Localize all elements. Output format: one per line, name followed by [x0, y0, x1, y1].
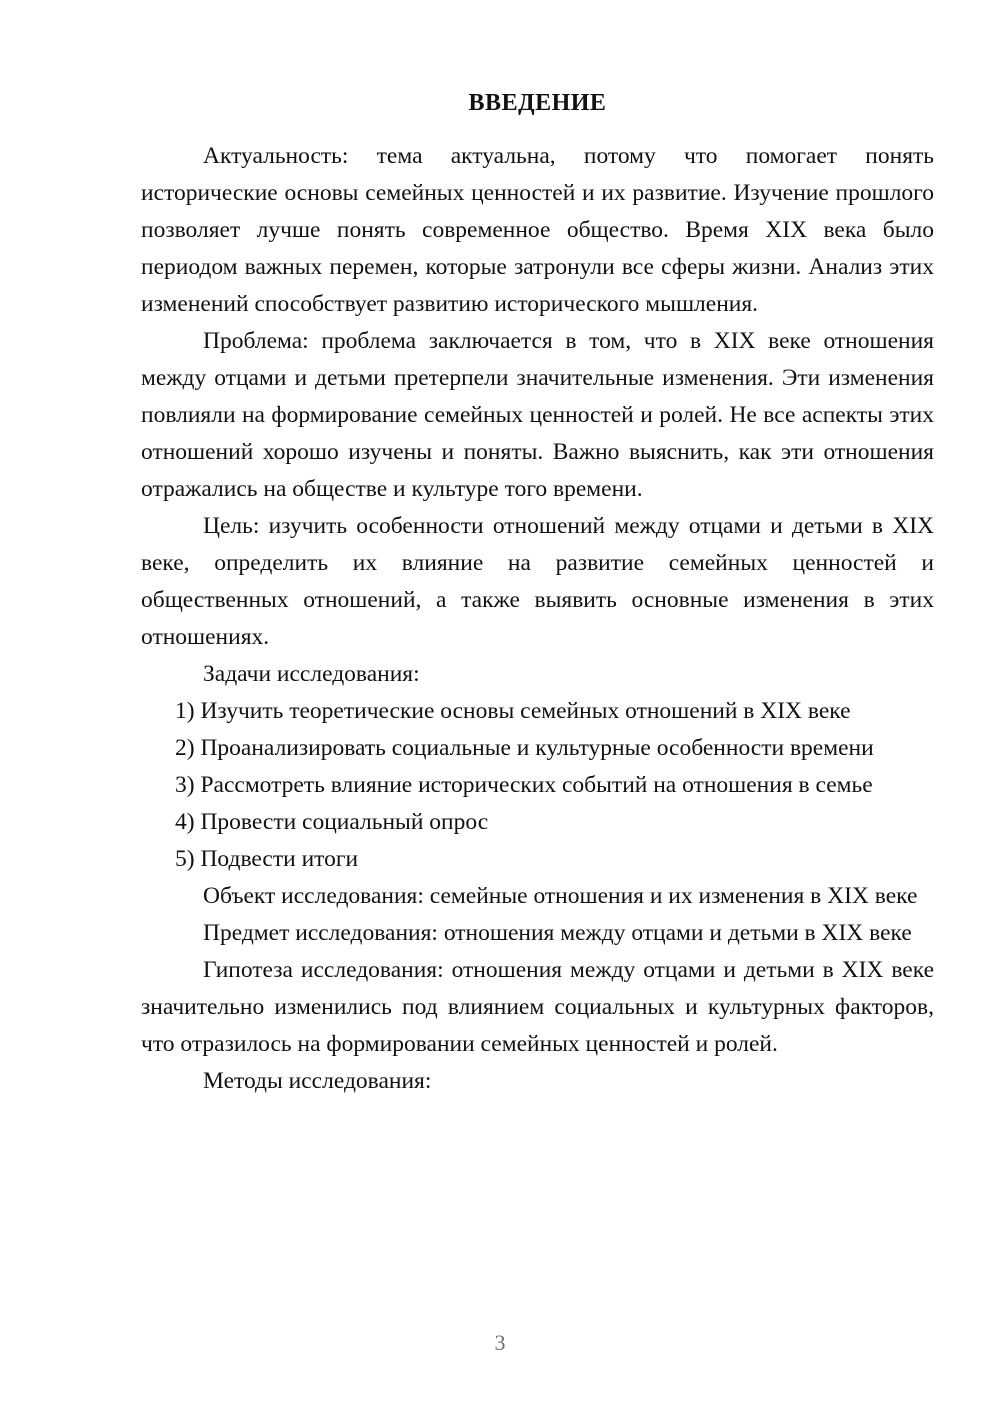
list-item-number: 4)	[175, 809, 201, 835]
list-item	[141, 804, 934, 841]
list-item-number: 1)	[175, 698, 201, 724]
paragraph-object-of-study: Объект исследования: семейные отношения и их изменения в XIX веке	[203, 883, 918, 909]
list-item	[141, 693, 934, 730]
methods-heading: Методы исследования:	[203, 1068, 432, 1094]
paragraph-relevance: Актуальность: тема актуальна, потому что помогает понять исторические основы семейных ценностей и их развитие. Изучение прошлого позволяет лучше понять современное общество. Время XIX века было периодом важных перемен, которые затронули все сферы жизни. Анализ этих изменений способствует развитию исторического мышления.	[141, 143, 934, 317]
list-item	[141, 841, 934, 878]
list-item-label: Рассмотреть влияние исторических событий на отношения в семье	[200, 772, 873, 798]
page-number: 3	[494, 1330, 506, 1355]
list-item-label: Провести социальный опрос	[200, 809, 489, 835]
tasks-heading: Задачи исследования:	[203, 661, 420, 687]
paragraph-problem: Проблема: проблема заключается в том, что в XIX веке отношения между отцами и детьми претерпели значительные изменения. Эти изменения повлияли на формирование семейных ценностей и ролей. Не все аспекты этих отношений хорошо изучены и поняты. Важно выяснить, как эти отношения отражались на обществе и культуре того времени.	[141, 328, 934, 502]
list-item-number: 5)	[175, 846, 201, 872]
paragraph-hypothesis: Гипотеза исследования: отношения между отцами и детьми в XIX веке значительно изменились под влиянием социальных и культурных факторов, что отразилось на формировании семейных ценностей и ролей.	[141, 957, 934, 1057]
list-item	[141, 767, 934, 804]
tasks-list	[141, 693, 934, 878]
paragraph-subject-of-study: Предмет исследования: отношения между отцами и детьми в XIX веке	[203, 920, 912, 946]
page-title: ВВЕДЕНИЕ	[468, 90, 607, 116]
list-item-label: Изучить теоретические основы семейных отношений в XIX веке	[200, 698, 851, 724]
document-body	[141, 88, 934, 1100]
list-item	[141, 730, 934, 767]
list-item-number: 3)	[175, 772, 201, 798]
list-item-label: Подвести итоги	[200, 846, 359, 872]
list-item-number: 2)	[175, 735, 201, 761]
paragraph-goal: Цель: изучить особенности отношений между отцами и детьми в XIX веке, определить их влияние на развитие семейных ценностей и общественных отношений, а также выявить основные изменения в этих отношениях.	[141, 513, 934, 650]
list-item-label: Проанализировать социальные и культурные особенности времени	[200, 735, 874, 761]
